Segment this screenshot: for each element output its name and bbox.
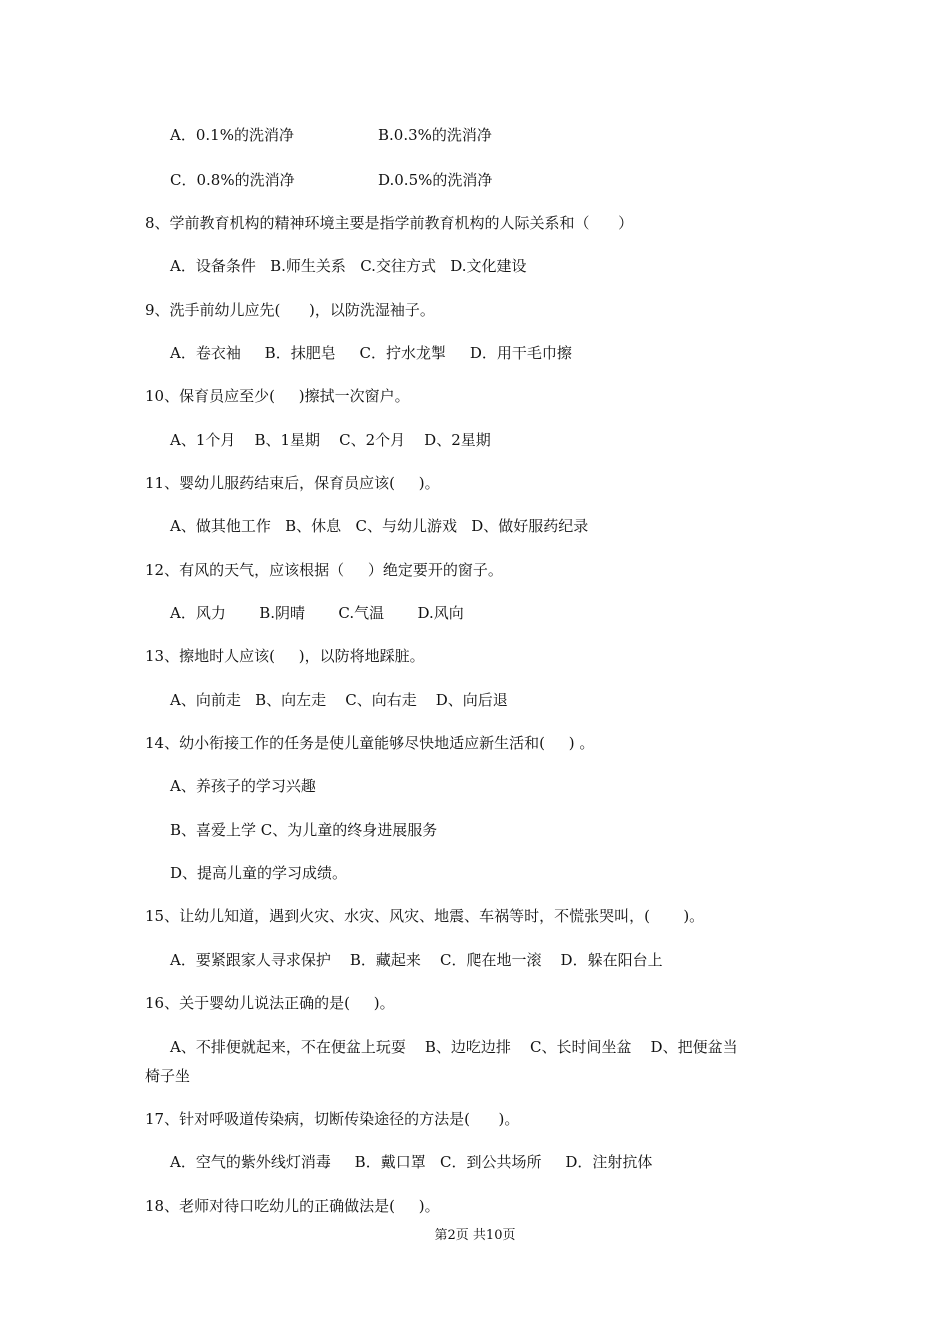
question-stem: 11、婴幼儿服药结束后，保育员应该( )。 bbox=[145, 474, 440, 492]
answer-options: A．要紧跟家人寻求保护 B．藏起来 C．爬在地一滚 D．躲在阳台上 bbox=[170, 951, 663, 969]
option-item: D.0.5%的洗消净 bbox=[378, 171, 493, 189]
answer-options: A、1个月 B、1星期 C、2个月 D、2星期 bbox=[170, 431, 491, 449]
question-stem: 15、让幼儿知道，遇到火灾、水灾、风灾、地震、车祸等时，不慌张哭叫，( )。 bbox=[145, 907, 705, 925]
question-stem: 14、幼小衔接工作的任务是使儿童能够尽快地适应新生活和( ) 。 bbox=[145, 734, 595, 752]
answer-options: A．卷衣袖 B．抹肥皂 C．拧水龙掣 D．用干毛巾擦 bbox=[170, 344, 572, 362]
answer-options: A．风力 B.阴晴 C.气温 D.风向 bbox=[170, 604, 464, 622]
question-stem: 18、老师对待口吃幼儿的正确做法是( )。 bbox=[145, 1197, 440, 1215]
answer-options: A、向前走 B、向左走 C、向右走 D、向后退 bbox=[170, 691, 508, 709]
option-item: B.0.3%的洗消净 bbox=[378, 126, 492, 144]
question-stem: 16、关于婴幼儿说法正确的是( )。 bbox=[145, 994, 395, 1012]
question-stem: 12、有风的天气，应该根据（ ）绝定要开的窗子。 bbox=[145, 561, 503, 579]
answer-options: A．空气的紫外线灯消毒 B．戴口罩 C．到公共场所 D．注射抗体 bbox=[170, 1153, 653, 1171]
text-continuation: 椅子坐 bbox=[145, 1067, 191, 1085]
answer-options: A．设备条件 B.师生关系 C.交往方式 D.文化建设 bbox=[170, 257, 527, 275]
answer-options: A、不排便就起来，不在便盆上玩耍 B、边吃边排 C、长时间坐盆 D、把便盆当 bbox=[170, 1038, 738, 1056]
question-stem: 17、针对呼吸道传染病，切断传染途径的方法是( )。 bbox=[145, 1110, 520, 1128]
question-stem: 8、学前教育机构的精神环境主要是指学前教育机构的人际关系和（ ） bbox=[145, 214, 634, 232]
page-footer: 第2页 共10页 bbox=[434, 1228, 516, 1243]
answer-options: A、做其他工作 B、休息 C、与幼儿游戏 D、做好服药纪录 bbox=[170, 517, 589, 535]
question-stem: 9、洗手前幼儿应先( )，以防洗湿袖子。 bbox=[145, 301, 435, 319]
question-stem: 10、保育员应至少( )擦拭一次窗户。 bbox=[145, 387, 410, 405]
question-stem: 13、擦地时人应该( )，以防将地踩脏。 bbox=[145, 647, 425, 665]
option-item: A．0.1%的洗消净 bbox=[170, 126, 294, 144]
answer-options: A、养孩子的学习兴趣 bbox=[170, 777, 316, 795]
answer-options: D、提高儿童的学习成绩。 bbox=[170, 864, 348, 882]
answer-options: B、喜爱上学 C、为儿童的终身进展服务 bbox=[170, 821, 438, 839]
option-item: C．0.8%的洗消净 bbox=[170, 171, 295, 189]
